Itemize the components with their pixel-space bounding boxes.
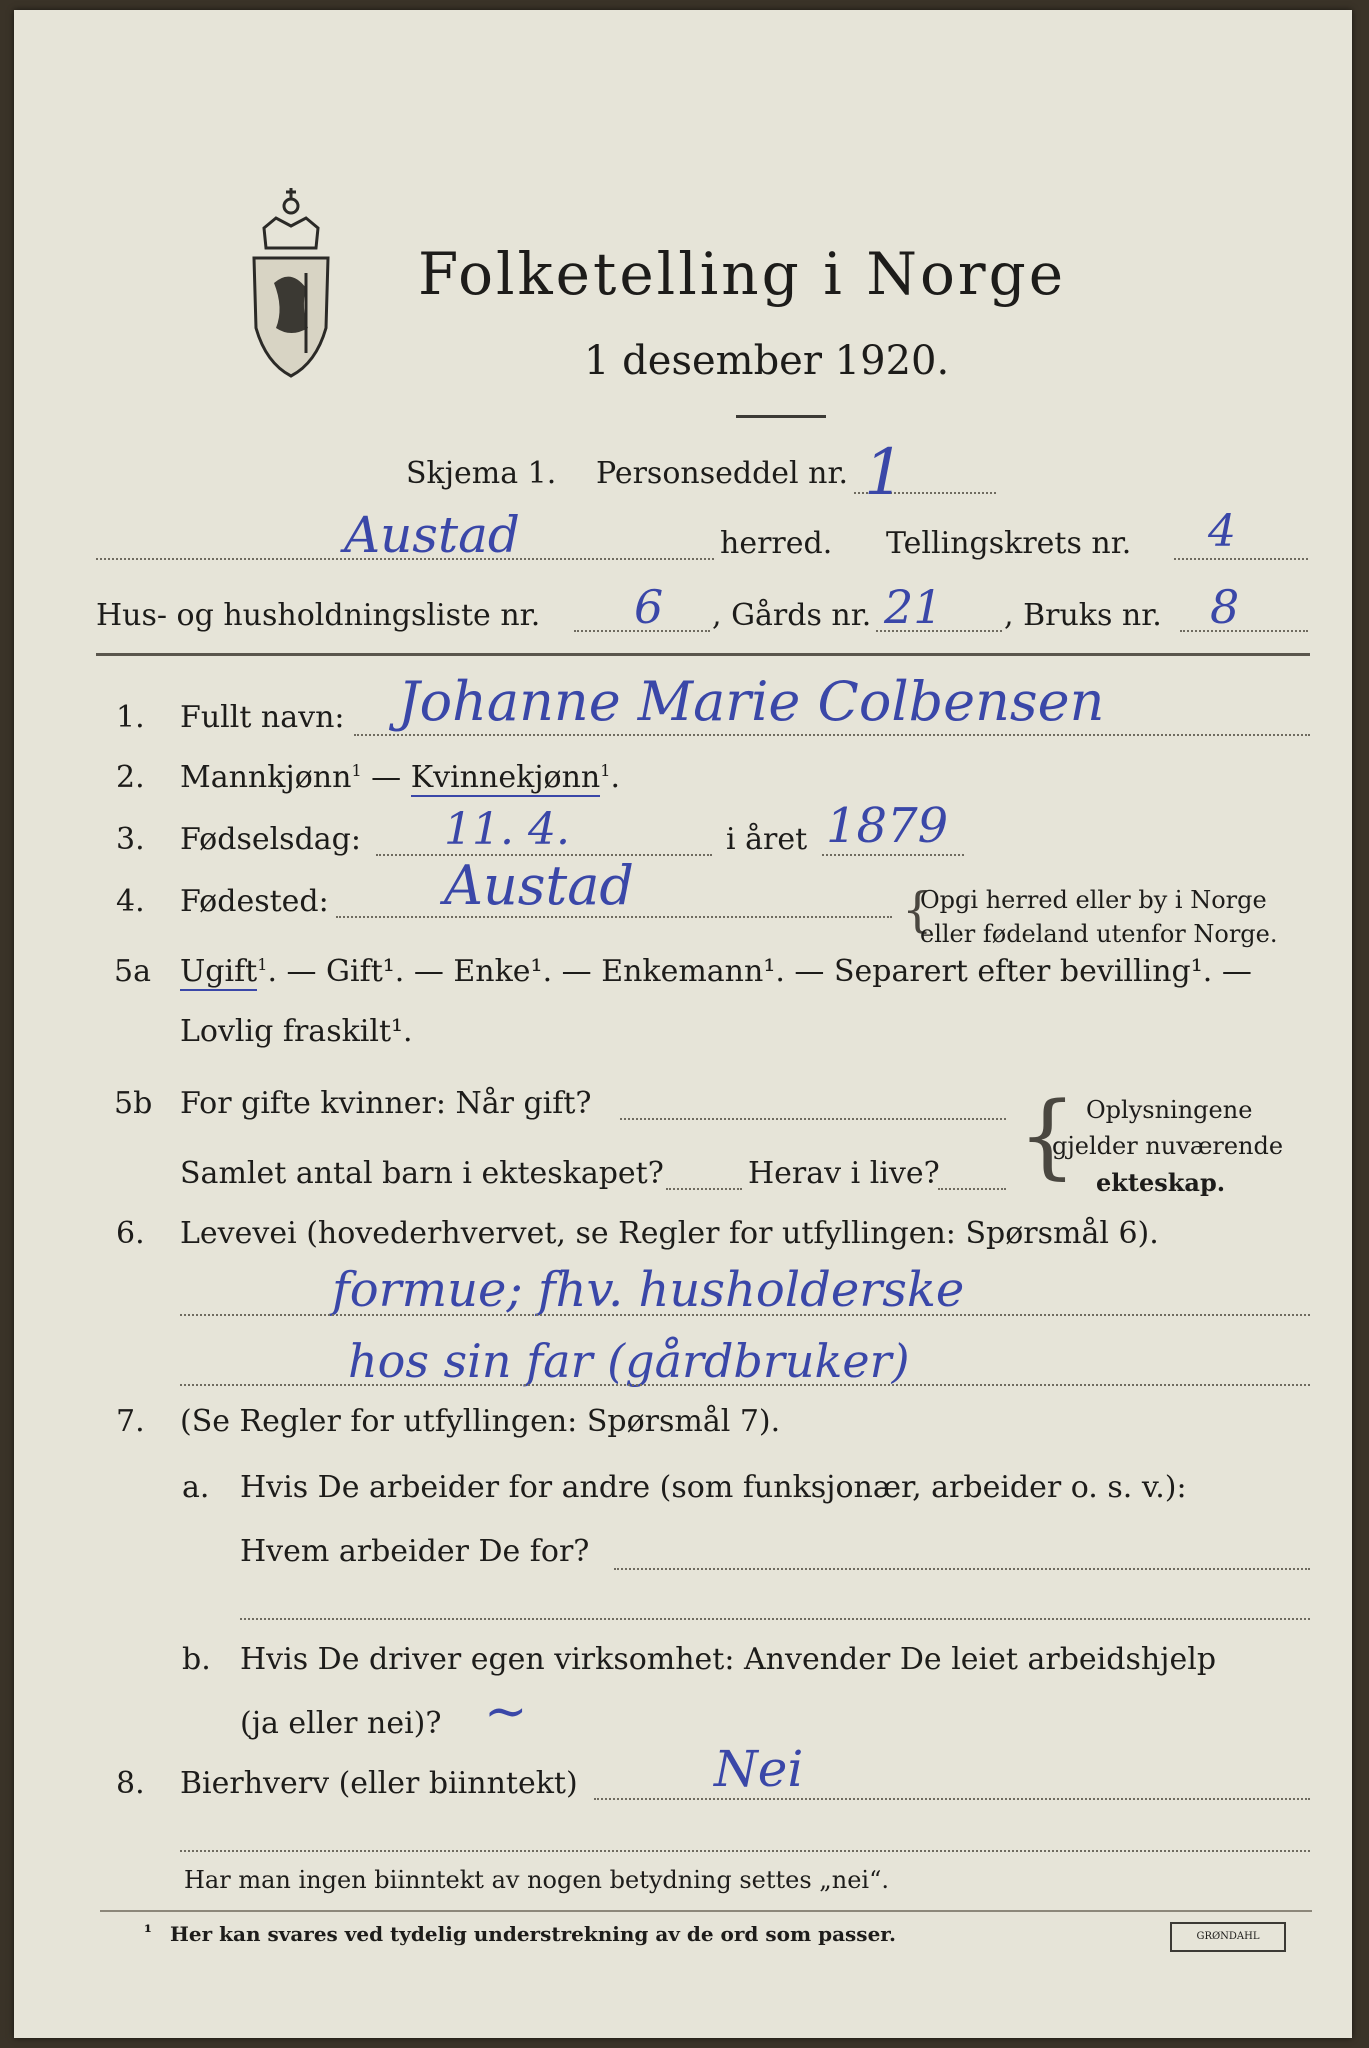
footer-rule [100,1910,1312,1912]
personseddel-value: 1 [864,436,905,510]
q2-separator: — [371,760,402,795]
census-date: 1 desember 1920. [584,338,950,384]
q2-male-label: Mannkjønn [180,760,352,795]
personseddel-label: Personseddel nr. [596,456,849,491]
q7a-label1: Hvis De arbeider for andre (som funksjonær, arbeider o. s. v.): [240,1470,1187,1505]
form-title: Folketelling i Norge [418,240,1067,308]
q8-label: Bierhverv (eller biinntekt) [180,1766,578,1801]
q5b-married-line [620,1118,1006,1120]
gards-value: 21 [884,580,943,634]
q5b-alive-line [938,1188,1006,1190]
q7b-label1: Hvis De driver egen virksomhet: Anvender De leiet arbeidshjelp [240,1642,1217,1677]
q5b-children-line [666,1188,742,1190]
q3-value: 11. 4. [444,804,570,855]
husliste-value: 6 [634,580,664,634]
q3-year-label: i året [726,822,808,857]
q3-label: Fødselsdag: [180,822,361,857]
q7-label: (Se Regler for utfyllingen: Spørsmål 7). [180,1404,781,1439]
gards-label: , Gårds nr. [712,598,872,633]
q5b-note-line1: Oplysningene [1086,1096,1253,1124]
q7b-label2: (ja eller nei)? [240,1706,442,1741]
q5b-label-married: For gifte kvinner: Når gift? [180,1086,592,1121]
q1-label: Fullt navn: [180,700,345,735]
q5b-note-line2: gjelder nuværende [1052,1132,1284,1160]
q6-label: Levevei (hovederhvervet, se Regler for utfyllingen: Spørsmål 6). [180,1216,1159,1251]
q7a-line2 [240,1618,1310,1620]
title-divider [736,415,826,418]
tellingskrets-line [1174,558,1308,560]
bruks-line [1180,630,1308,632]
q3-year-line [822,854,964,856]
q7b-value: ~ [484,1682,528,1742]
husliste-label: Hus- og husholdningsliste nr. [96,598,541,633]
tellingskrets-value: 4 [1208,506,1236,557]
q1-value: Johanne Marie Colbensen [398,670,1105,733]
footnote-mark: ¹ [144,1922,152,1943]
q6-line1 [180,1314,1310,1316]
coat-of-arms-icon [246,178,336,388]
q4-note-line1: Opgi herred eller by i Norge [920,886,1267,914]
q5b-note-line3: ekteskap. [1096,1168,1226,1197]
footnote-text: Her kan svares ved tydelig understrekning av de ord som passer. [170,1922,896,1946]
q6-line2 [180,1384,1310,1386]
q8-line2 [180,1850,1310,1852]
q7b-letter: b. [182,1642,211,1677]
footer-note: Har man ingen biinntekt av nogen betydning settes „nei“. [184,1866,889,1894]
q5b-label-alive: Herav i live? [748,1156,940,1191]
q7a-label2: Hvem arbeider De for? [240,1534,590,1569]
q7a-letter: a. [182,1470,210,1505]
q5a-options: Ugift$^1$. — Gift¹. — Enke¹. — Enkemann¹. — Separert efter bevilling¹. — [180,954,1252,989]
q6-number: 6. [116,1216,145,1251]
header-rule [96,653,1310,656]
q1-number: 1. [116,700,145,735]
q2-male-option: Mannkjønn$^1$ — Kvinnekjønn$^1$. [180,760,620,795]
q3-number: 3. [116,822,145,857]
herred-label: herred. [720,526,833,561]
printer-stamp: GRØNDAHL [1170,1922,1286,1952]
q8-number: 8. [116,1766,145,1801]
q2-number: 2. [116,760,145,795]
schema-label: Skjema 1. [406,456,557,491]
q5b-brace: { [1018,1082,1077,1189]
q8-value: Nei [714,1740,804,1798]
q5b-label-children: Samlet antal barn i ekteskapet? [180,1156,664,1191]
q3-year-value: 1879 [826,798,949,854]
q5b-number: 5b [114,1086,153,1121]
q5a-rest: . — Gift¹. — Enke¹. — Enkemann¹. — Separert efter bevilling¹. — [267,954,1252,989]
q5a-number: 5a [114,954,151,989]
q8-line1 [594,1798,1310,1800]
herred-value: Austad [344,506,520,564]
bruks-value: 8 [1210,580,1240,634]
q7-number: 7. [116,1404,145,1439]
tellingskrets-label: Tellingskrets nr. [886,526,1132,561]
q4-brace: { [902,882,933,938]
q4-number: 4. [116,884,145,919]
q4-label: Fødested: [180,884,329,919]
q5a-ugift: Ugift [180,954,258,989]
census-form-page [14,10,1352,2038]
q4-note-line2: eller fødeland utenfor Norge. [920,920,1278,948]
q1-line [354,734,1310,736]
q6-value-line1: formue; fhv. husholderske [332,1262,965,1318]
q6-value-line2: hos sin far (gårdbruker) [348,1334,910,1388]
bruks-label: , Bruks nr. [1004,598,1162,633]
q2-female-label: Kvinnekjønn [410,760,601,795]
q7a-line1 [614,1568,1310,1570]
q5a-line2: Lovlig fraskilt¹. [180,1014,413,1049]
q4-value: Austad [444,854,634,917]
